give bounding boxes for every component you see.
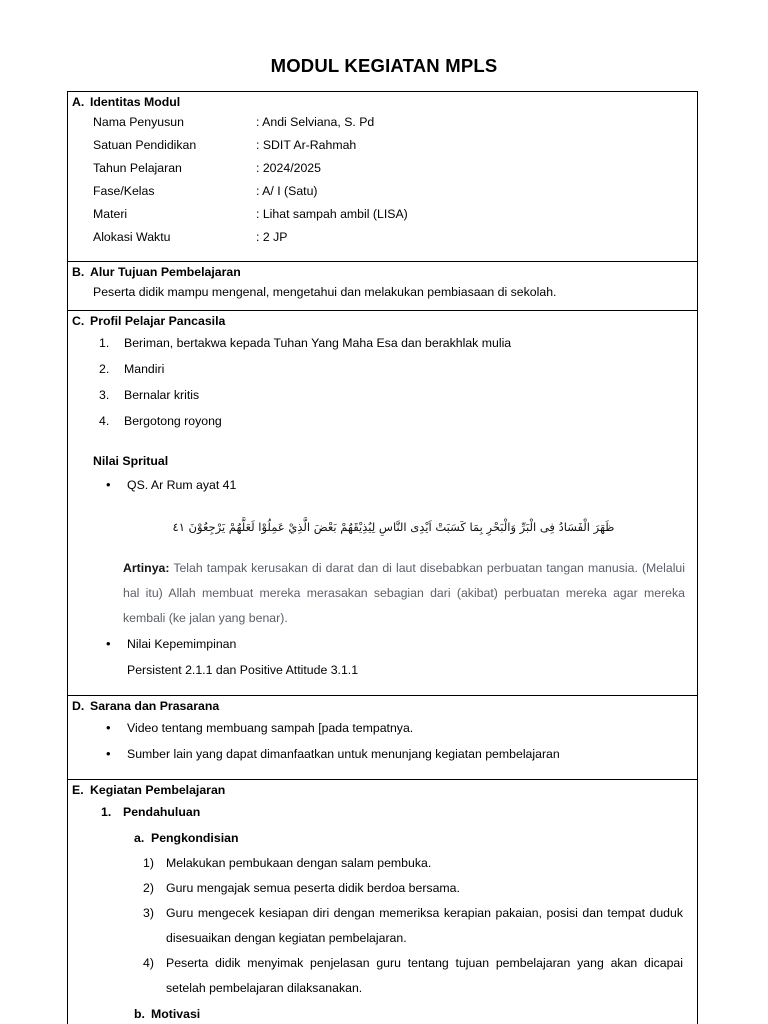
section-b-heading — [68, 262, 697, 281]
field-value — [256, 203, 697, 226]
field-separator: : — [256, 138, 263, 152]
field-value-text: Andi Selviana, S. Pd — [262, 115, 375, 129]
section-e-title: Kegiatan Pembelajaran — [90, 783, 226, 797]
section-a-letter: A. — [72, 95, 85, 109]
list-text: Peserta didik menyimak penjelasan guru tentang tujuan pembelajaran yang akan dicapai setelah pembelajaran dilaksanakan. — [166, 956, 683, 995]
list-marker: 3. — [99, 388, 110, 402]
field-value-text: 2 JP — [262, 230, 288, 244]
identity-row-fase-kelas — [68, 180, 697, 203]
list-item — [68, 851, 697, 876]
field-value — [256, 226, 697, 249]
section-d-title: Sarana dan Prasarana — [90, 699, 220, 713]
section-a-heading — [68, 92, 697, 111]
section-c-title: Profil Pelajar Pancasila — [90, 314, 226, 328]
section-d-spacer — [68, 767, 697, 773]
section-c-body — [68, 330, 697, 695]
identity-row-tahun-pelajaran — [68, 157, 697, 180]
identity-row-materi — [68, 203, 697, 226]
section-b-alur-tujuan-pembelajaran — [68, 262, 697, 311]
bullet-icon: • — [106, 636, 111, 651]
quran-reference-item — [68, 472, 697, 498]
identity-row-satuan-pendidikan — [68, 134, 697, 157]
section-e-kegiatan-pembelajaran — [68, 780, 697, 1024]
field-separator: : — [256, 184, 263, 198]
list-marker: 4. — [99, 414, 110, 428]
list-text: Bergotong royong — [124, 414, 222, 428]
list-text: Mandiri — [124, 362, 165, 376]
list-item — [68, 356, 697, 382]
substep-marker: a. — [134, 831, 145, 845]
section-d-heading — [68, 696, 697, 715]
field-label: Satuan Pendidikan — [93, 138, 197, 152]
field-value — [256, 134, 697, 157]
field-label: Alokasi Waktu — [93, 230, 171, 244]
quran-reference-text: QS. Ar Rum ayat 41 — [127, 478, 237, 492]
substep-title: Motivasi — [151, 1007, 201, 1021]
section-a-body — [68, 111, 697, 261]
list-text: Video tentang membuang sampah [pada tempatnya. — [127, 721, 414, 735]
section-a-title: Identitas Modul — [90, 95, 181, 109]
leadership-detail-line: Persistent 2.1.1 dan Positive Attitude 3.1.1 — [127, 663, 359, 677]
list-marker: 2) — [143, 881, 154, 895]
section-a-identitas-modul — [68, 92, 697, 262]
nilai-kepemimpinan-text: Nilai Kepemimpinan — [127, 637, 237, 651]
substep-pengkondisian — [68, 825, 697, 851]
list-item — [68, 951, 697, 1001]
section-d-sarana-dan-prasarana — [68, 696, 697, 780]
section-e-body — [68, 799, 697, 1024]
field-label: Materi — [93, 207, 128, 221]
field-value — [256, 157, 697, 180]
list-marker: 1) — [143, 856, 154, 870]
substep-marker: b. — [134, 1007, 145, 1021]
field-value-text: Lihat sampah ambil (LISA) — [262, 207, 408, 221]
section-c-profil-pelajar-pancasila — [68, 311, 697, 696]
step-marker: 1. — [101, 805, 112, 819]
list-item — [68, 901, 697, 951]
section-a-spacer — [68, 249, 697, 255]
section-c-heading — [68, 311, 697, 330]
field-separator: : — [256, 115, 263, 129]
section-c-letter: C. — [72, 314, 85, 328]
list-item — [68, 715, 697, 741]
identity-row-nama-penyusun — [68, 111, 697, 134]
arabic-verse: ظَهَرَ الْفَسَادُ فِى الْبَرِّ وَالْبَحْرِ بِمَا كَسَبَتْ اَيْدِى النَّاسِ لِيُذِيْقَهُمْ بَعْضَ الَّذِيْ عَمِلُوْا لَعَلَّهُمْ يَرْجِعُوْنَ ٤١ — [172, 520, 615, 534]
bullet-icon: • — [106, 477, 111, 492]
field-value-text: A/ I (Satu) — [262, 184, 318, 198]
field-separator: : — [256, 161, 263, 175]
list-text: Guru mengajak semua peserta didik berdoa bersama. — [166, 881, 460, 895]
section-e-heading — [68, 780, 697, 799]
section-d-letter: D. — [72, 699, 85, 713]
section-b-body — [68, 281, 697, 310]
artinya-text: Telah tampak kerusakan di darat dan di laut disebabkan perbuatan tangan manusia. (Melalui hal itu) Allah membuat mereka merasakan sebagian dari (akibat) perbuatan mereka agar mereka kembali (ke jalan yang benar). — [123, 561, 685, 625]
list-marker: 1. — [99, 336, 110, 350]
substep-title: Pengkondisian — [151, 831, 239, 845]
list-marker: 2. — [99, 362, 110, 376]
module-table — [67, 91, 698, 1024]
bullet-icon: • — [106, 746, 111, 761]
nilai-kepemimpinan-item — [68, 631, 697, 657]
section-b-letter: B. — [72, 265, 85, 279]
field-value-text: 2024/2025 — [262, 161, 321, 175]
field-label: Tahun Pelajaran — [93, 161, 182, 175]
list-text: Beriman, bertakwa kepada Tuhan Yang Maha Esa dan berakhlak mulia — [124, 336, 512, 350]
artinya-paragraph — [68, 550, 697, 631]
step-pendahuluan — [68, 799, 697, 825]
field-label: Fase/Kelas — [93, 184, 155, 198]
field-separator: : — [256, 230, 263, 244]
field-value — [256, 111, 697, 134]
list-text: Sumber lain yang dapat dimanfaatkan untuk menunjang kegiatan pembelajaran — [127, 747, 560, 761]
section-b-paragraph: Peserta didik mampu mengenal, mengetahui dan melakukan pembiasaan di sekolah. — [93, 285, 557, 299]
nilai-spritual-heading: Nilai Spritual — [93, 454, 169, 468]
list-item — [68, 408, 697, 434]
substep-motivasi — [68, 1001, 697, 1024]
step-title: Pendahuluan — [123, 805, 201, 819]
page-title: MODUL KEGIATAN MPLS — [270, 55, 498, 76]
artinya-label: Artinya: — [123, 561, 170, 575]
list-item — [68, 330, 697, 356]
list-marker: 4) — [143, 956, 154, 970]
identity-row-alokasi-waktu — [68, 226, 697, 249]
field-separator: : — [256, 207, 263, 221]
section-c-spacer — [68, 683, 697, 689]
pancasila-list — [68, 330, 697, 434]
list-text: Guru mengecek kesiapan diri dengan memeriksa kerapian pakaian, posisi dan tempat duduk disesuaikan dengan kegiatan pembelajaran. — [166, 906, 683, 945]
list-item — [68, 876, 697, 901]
section-d-body — [68, 715, 697, 779]
section-b-title: Alur Tujuan Pembelajaran — [90, 265, 241, 279]
section-e-letter: E. — [72, 783, 84, 797]
field-label: Nama Penyusun — [93, 115, 184, 129]
list-item — [68, 382, 697, 408]
field-value — [256, 180, 697, 203]
list-text: Melakukan pembukaan dengan salam pembuka. — [166, 856, 432, 870]
list-text: Bernalar kritis — [124, 388, 200, 402]
list-marker: 3) — [143, 906, 154, 920]
field-value-text: SDIT Ar-Rahmah — [262, 138, 357, 152]
list-item — [68, 741, 697, 767]
bullet-icon: • — [106, 720, 111, 735]
